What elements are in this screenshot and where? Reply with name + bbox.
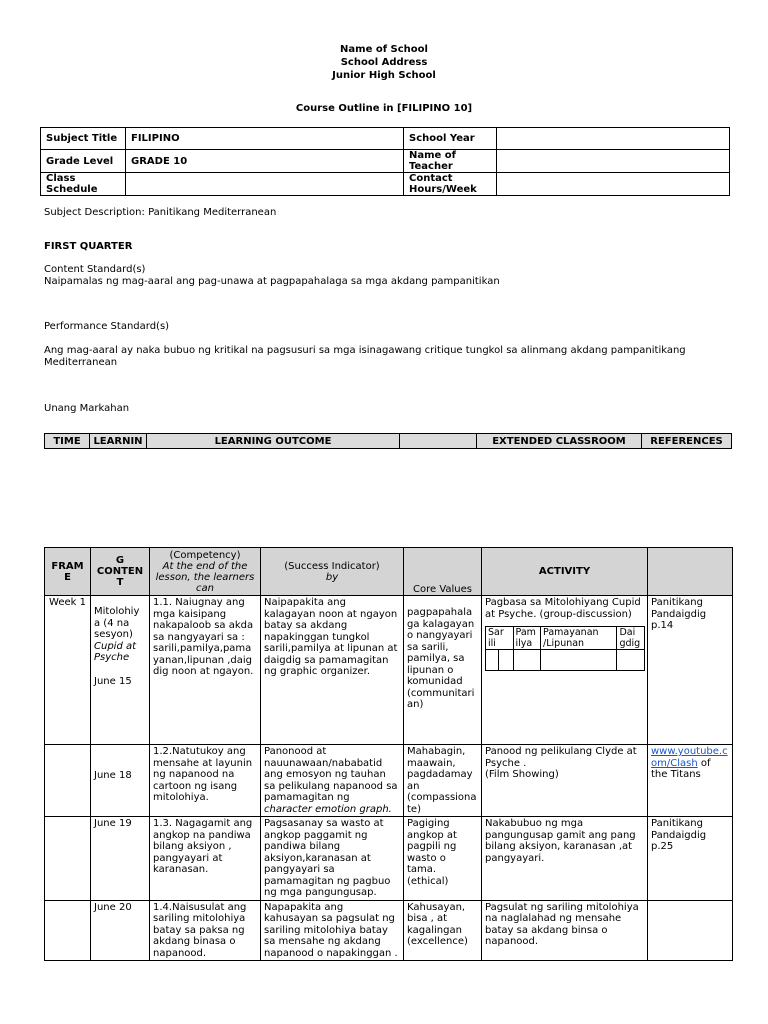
contact-hours-label: Contact Hours/Week (404, 173, 497, 196)
competency-label: (Competency) (169, 549, 241, 561)
references-cell (648, 745, 733, 817)
class-schedule-label: Class Schedule (41, 173, 126, 196)
lesson-plan-table (44, 547, 733, 961)
references-cell: Panitikang Pandaigdig p.25 (648, 817, 733, 901)
activity-cell (482, 596, 648, 745)
info-row (41, 173, 730, 196)
header-success-indicator (261, 548, 404, 596)
header-references-main (648, 548, 733, 596)
table-row (45, 596, 733, 745)
header-learning-outcome: LEARNING OUTCOME (147, 434, 400, 449)
first-quarter-heading: FIRST QUARTER (44, 241, 133, 252)
info-row (41, 128, 730, 150)
header-blank (400, 434, 477, 449)
header-frame: FRAM E (45, 548, 91, 596)
contact-hours-value (497, 173, 730, 196)
organizer-col-sarili: Sar ili (486, 627, 514, 650)
subject-title-value: FILIPINO (126, 128, 404, 150)
success-indicator-cell: Pagsasanay sa wasto at angkop paggamit ng pandiwa bilang aksiyon,karanasan at pangyayari sa pamamagitan ng pagbuo ng mga pangungusap. (261, 817, 404, 901)
header-time: TIME (45, 434, 90, 449)
organizer-divider (486, 650, 499, 670)
core-values-cell: Mahabagin, maawain, pagdadamay an (compassiona te) (404, 745, 482, 817)
content-standard-text: Naipamalas ng mag-aaral ang pag-unawa at pagpapahalaga sa mga akdang pampanitikan (44, 276, 500, 287)
content-date: June 18 (94, 770, 132, 781)
competency-cell: 1.3. Nagagamit ang angkop na pandiwa bilang aksiyon , pangyayari at karanasan. (150, 817, 261, 901)
references-cell: Panitikang Pandaigdig p.14 (648, 596, 733, 745)
content-cell (91, 745, 150, 817)
school-name: Name of School (340, 44, 428, 55)
organizer-cell (617, 650, 645, 671)
top-header-row (45, 434, 732, 449)
subject-title-label: Subject Title (41, 128, 126, 150)
success-indicator-cell: Napapakita ang kahusayan sa pagsulat ng sariling mitolohiya batay sa mensahe ng akdang napanood o napakinggan . (261, 900, 404, 961)
frame-cell (45, 745, 91, 817)
header-references: REFERENCES (642, 434, 732, 449)
organizer-cell (486, 650, 514, 671)
school-year-label: School Year (404, 128, 497, 150)
content-standard-label: Content Standard(s) (44, 264, 146, 275)
success-indicator-cell (261, 745, 404, 817)
frame-cell (45, 817, 91, 901)
organizer-header-row (486, 627, 645, 650)
success-indicator-cell: Naipapakita ang kalagayan noon at ngayon batay sa akdang napakinggan tungkol sarili,pamilya at lipunan at daigdig sa pamamagitan ng graphic organizer. (261, 596, 404, 745)
organizer-cell (541, 650, 617, 671)
activity-cell: Nakabubuo ng mga pangungusap gamit ang pang bilang aksiyon, karanasan ,at pangyayari. (482, 817, 648, 901)
grade-level-label: Grade Level (41, 150, 126, 173)
organizer-cell (513, 650, 541, 671)
success-text-emphasis: character emotion graph. (264, 803, 392, 815)
core-values-cell: Kahusayan, bisa , at kagalingan (excellence) (404, 900, 482, 961)
graphic-organizer-table (485, 626, 645, 671)
references-cell (648, 900, 733, 961)
school-year-value (497, 128, 730, 150)
info-row (41, 150, 730, 173)
content-title: Cupid at Psyche (94, 640, 137, 663)
organizer-col-pamilya: Pam ilya (513, 627, 541, 650)
organizer-col-lipunan: Pamayanan /Lipunan (541, 627, 617, 650)
success-text: Panonood at nauunawaan/nababatid ang emosyon ng tauhan sa pelikulang napanood sa pamamagitan ng (264, 746, 398, 803)
table-row (45, 817, 733, 901)
school-header (0, 43, 768, 82)
header-learning: LEARNIN (90, 434, 147, 449)
competency-cell: 1.4.Naisusulat ang sariling mitolohiya batay sa paksa ng akdang binasa o napanood. (150, 900, 261, 961)
activity-cell: Pagsulat ng sariling mitolohiya na naglalahad ng mensahe batay sa akdang binsa o napanood. (482, 900, 648, 961)
top-header-table (44, 433, 732, 449)
success-indicator-subtitle: by (325, 571, 339, 583)
performance-standard-label: Performance Standard(s) (44, 321, 170, 332)
frame-cell: Week 1 (45, 596, 91, 745)
competency-cell: 1.2.Natutukoy ang mensahe at layunin ng napanood na cartoon ng isang mitolohiya. (150, 745, 261, 817)
reference-text: of the Titans (651, 757, 711, 780)
school-level: Junior High School (332, 70, 436, 81)
school-address: School Address (340, 57, 428, 68)
header-content: G CONTEN T (91, 548, 150, 596)
competency-cell: 1.1. Naiugnay ang mga kaisipang nakapaloob sa akda sa nangyayari sa : sarili,pamilya,pama yanan,lipunan ,daig dig noon at ngayon. (150, 596, 261, 745)
table-row (45, 900, 733, 961)
core-values-text: pagpapahala ga kalagayan o nangyayari sa sarili, pamilya, sa lipunan o komunidad (communitari an) (407, 607, 475, 710)
content-cell (91, 596, 150, 745)
header-competency (150, 548, 261, 596)
competency-subtitle: At the end of the lesson, the learners can (155, 560, 255, 594)
success-indicator-label: (Success Indicator) (284, 560, 380, 572)
organizer-empty-row (486, 650, 645, 671)
grade-level-value: GRADE 10 (126, 150, 404, 173)
unang-markahan: Unang Markahan (44, 403, 130, 414)
table-row (45, 745, 733, 817)
subject-description: Subject Description: Panitikang Mediterranean (44, 207, 277, 218)
reference-link[interactable]: www.youtube.c om/Clash (651, 746, 728, 769)
content-date: June 20 (91, 900, 150, 961)
content-date: June 19 (91, 817, 150, 901)
course-outline-title: Course Outline in [FILIPINO 10] (295, 103, 473, 114)
activity-cell: Panood ng pelikulang Clyde at Psyche . (Film Showing) (482, 745, 648, 817)
teacher-value (497, 150, 730, 173)
content-date: June 15 (94, 675, 132, 687)
class-schedule-value (126, 173, 404, 196)
core-values-cell: Pagiging angkop at pagpili ng wasto o tama. (ethical) (404, 817, 482, 901)
core-values-cell (404, 596, 482, 745)
lesson-header-row (45, 548, 733, 596)
header-core-values: Core Values (404, 548, 482, 596)
teacher-label: Name of Teacher (404, 150, 497, 173)
header-extended-classroom: EXTENDED CLASSROOM (477, 434, 642, 449)
performance-standard-text: Ang mag-aaral ay naka bubuo ng kritikal na pagsusuri sa mga isinagawang critique tungkol sa alinmang akdang pampanitikang Mediterranean (44, 345, 686, 368)
subject-info-table (40, 127, 730, 196)
activity-text: Pagbasa sa Mitolohiyang Cupid at Psyche. (group-discussion) (485, 597, 641, 620)
organizer-col-daigdig: Dai gdig (617, 627, 645, 650)
header-activity: ACTIVITY (482, 548, 648, 596)
content-topic: Mitolohiy a (4 na sesyon) (94, 606, 140, 640)
frame-cell (45, 900, 91, 961)
